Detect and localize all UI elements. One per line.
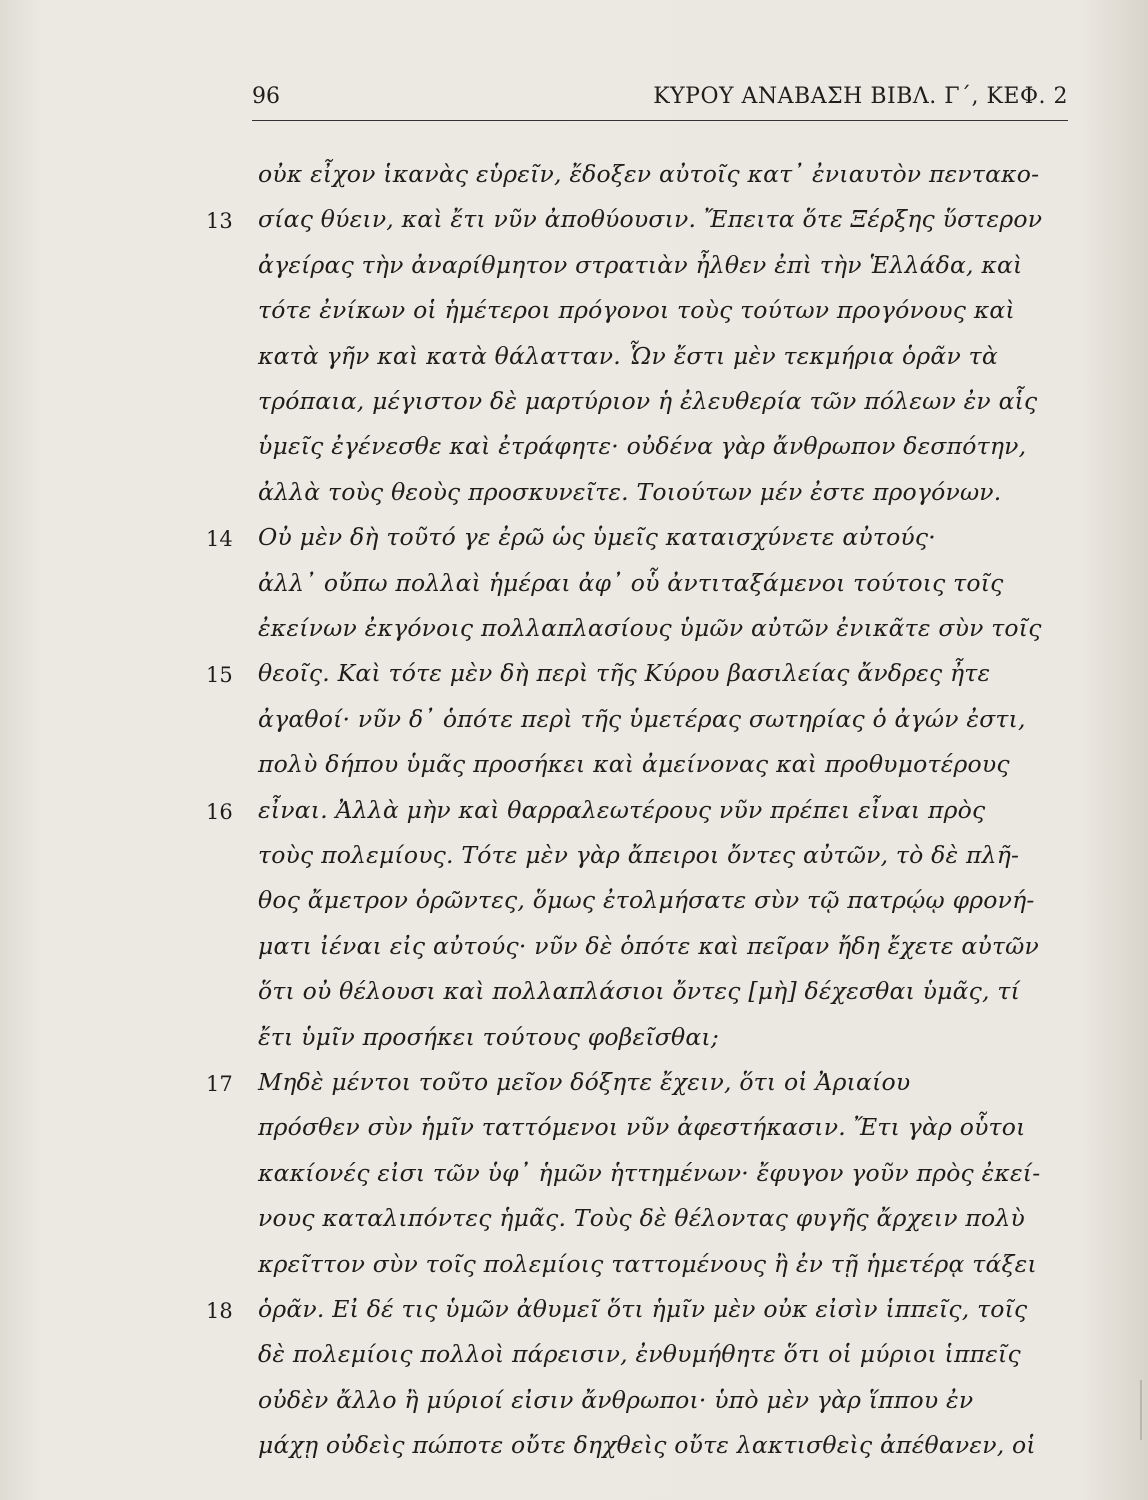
text-line: ἐκείνων ἐκγόνοις πολλαπλασίους ὑμῶν αὐτῶν ἐνικᾶτε σὺν τοῖς xyxy=(258,614,1042,642)
text-line: θεοῖς. Καὶ τότε μὲν δὴ περὶ τῆς Κύρου βασιλείας ἄνδρες ἦτε xyxy=(258,659,991,688)
text-line: τρόπαια, μέγιστον δὲ μαρτύριον ἡ ἐλευθερία τῶν πόλεων ἐν αἷς xyxy=(258,387,1038,415)
text-line: ἀλλὰ τοὺς θεοὺς προσκυνεῖτε. Τοιούτων μέν ἐστε προγόνων. xyxy=(258,477,1002,506)
scan-edge-mark xyxy=(1140,1380,1142,1440)
text-line: θος ἄμετρον ὁρῶντες, ὅμως ἐτολμήσατε σὺν τῷ πατρῴῳ φρονή- xyxy=(258,886,1035,915)
text-line: οὐδὲν ἄλλο ἢ μύριοί εἰσιν ἄνθρωποι· ὑπὸ μὲν γὰρ ἵππου ἐν xyxy=(258,1385,974,1414)
text-line: τότε ἐνίκων οἱ ἡμέτεροι πρόγονοι τοὺς τούτων προγόνους καὶ xyxy=(258,296,1015,325)
text-line: Οὐ μὲν δὴ τοῦτό γε ἐρῶ ὡς ὑμεῖς καταισχύνετε αὐτούς· xyxy=(258,523,936,552)
section-number: 14 xyxy=(206,527,233,552)
text-line: τοὺς πολεμίους. Τότε μὲν γὰρ ἄπειροι ὄντες αὐτῶν, τὸ δὲ πλῆ- xyxy=(258,841,1020,869)
section-number: 18 xyxy=(206,1299,233,1323)
text-line: Μηδὲ μέντοι τοῦτο μεῖον δόξητε ἔχειν, ὅτι οἱ Ἀριαίου xyxy=(258,1068,911,1096)
section-number: 15 xyxy=(206,663,233,688)
text-line: ἀγαθοί· νῦν δ᾽ ὁπότε περὶ τῆς ὑμετέρας σωτηρίας ὁ ἀγών ἐστι, xyxy=(258,704,1026,733)
page-header xyxy=(252,84,1068,121)
text-line: πολὺ δήπου ὑμᾶς προσήκει καὶ ἀμείνονας καὶ προθυμοτέρους xyxy=(258,750,1010,779)
text-line: δὲ πολεμίοις πολλοὶ πάρεισιν, ἐνθυμήθητε ὅτι οἱ μύριοι ἱππεῖς xyxy=(258,1340,1021,1369)
text-line: ὑμεῖς ἐγένεσθε καὶ ἐτράφητε· οὐδένα γὰρ ἄνθρωπον δεσπότην, xyxy=(258,432,1027,461)
text-line: ματι ἰέναι εἰς αὐτούς· νῦν δὲ ὁπότε καὶ πεῖραν ἤδη ἔχετε αὐτῶν xyxy=(258,931,1040,960)
text-line: κακίονές εἰσι τῶν ὑφ᾽ ἡμῶν ἡττημένων· ἔφυγον γοῦν πρὸς ἐκεί- xyxy=(258,1158,1041,1187)
text-line: κρεῖττον σὺν τοῖς πολεμίοις ταττομένους ἢ ἐν τῇ ἡμετέρᾳ τάξει xyxy=(258,1249,1037,1278)
text-line: οὐκ εἶχον ἱκανὰς εὑρεῖν, ἔδοξεν αὐτοῖς κατ᾽ ἐνιαυτὸν πεντακο- xyxy=(258,160,1040,188)
text-line: ἔτι ὑμῖν προσήκει τούτους φοβεῖσθαι; xyxy=(258,1022,719,1051)
section-number: 17 xyxy=(206,1072,233,1096)
text-line: εἶναι. Ἀλλὰ μὴν καὶ θαρραλεωτέρους νῦν πρέπει εἶναι πρὸς xyxy=(258,795,986,824)
running-title: ΚΥΡΟΥ ΑΝΑΒΑΣΗ ΒΙΒΛ. Γ΄, ΚΕΦ. 2 xyxy=(653,84,1068,109)
section-number: 16 xyxy=(206,799,233,824)
text-line: πρόσθεν σὺν ἡμῖν ταττόμενοι νῦν ἀφεστήκασιν. Ἔτι γὰρ οὗτοι xyxy=(258,1113,1026,1142)
text-line: ἀλλ᾽ οὔπω πολλαὶ ἡμέραι ἀφ᾽ οὗ ἀντιταξάμενοι τούτοις τοῖς xyxy=(258,568,1004,597)
text-line: ὁρᾶν. Εἰ δέ τις ὑμῶν ἀθυμεῖ ὅτι ἡμῖν μὲν οὐκ εἰσὶν ἱππεῖς, τοῖς xyxy=(258,1295,1028,1323)
text-line: ὅτι οὐ θέλουσι καὶ πολλαπλάσιοι ὄντες [μὴ] δέχεσθαι ὑμᾶς, τί xyxy=(258,977,1020,1006)
text-line: κατὰ γῆν καὶ κατὰ θάλατταν. Ὧν ἔστι μὲν τεκμήρια ὁρᾶν τὰ xyxy=(258,341,998,370)
page-number: 96 xyxy=(252,84,280,109)
text-line: νους καταλιπόντες ἡμᾶς. Τοὺς δὲ θέλοντας φυγῆς ἄρχειν πολὺ xyxy=(258,1204,1025,1233)
text-line: ἀγείρας τὴν ἀναρίθμητον στρατιὰν ἦλθεν ἐπὶ τὴν Ἑλλάδα, καὶ xyxy=(258,250,1023,279)
text-line: σίας θύειν, καὶ ἔτι νῦν ἀποθύουσιν. Ἔπειτα ὅτε Ξέρξης ὕστερον xyxy=(258,205,1043,234)
section-number: 13 xyxy=(206,209,233,234)
text-line: μάχῃ οὐδεὶς πώποτε οὔτε δηχθεὶς οὔτε λακτισθεὶς ἀπέθανεν, οἱ xyxy=(258,1431,1036,1460)
